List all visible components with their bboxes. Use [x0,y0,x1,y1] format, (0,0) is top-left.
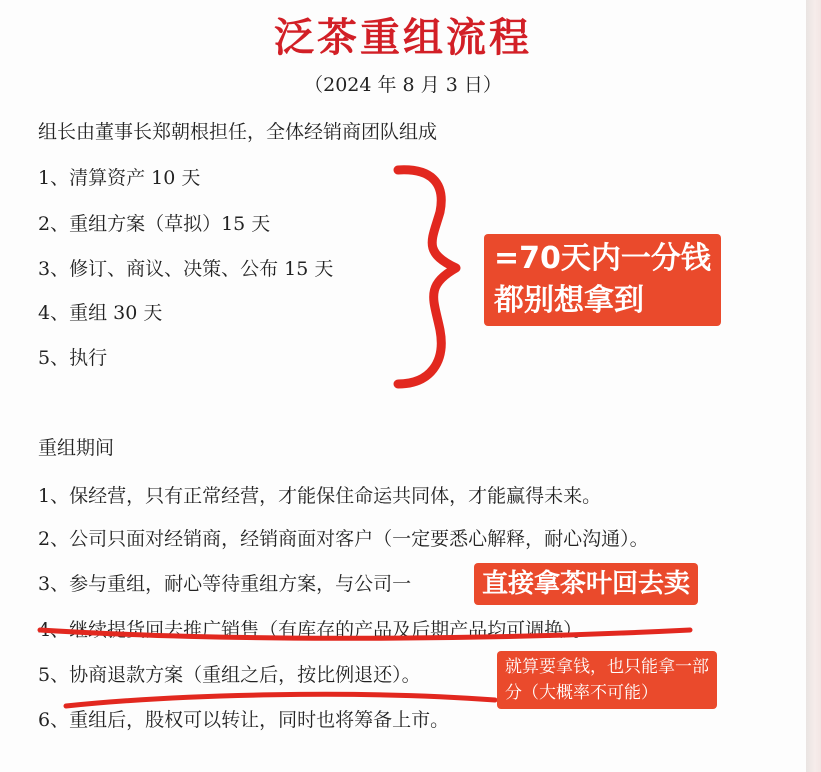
period-item-6: 6、重组后，股权可以转让，同时也将筹备上市。 [38,709,450,731]
period-item-4: 4、继续提货回去推广销售（有库存的产品及后期产品均可调换）。 [38,619,592,641]
underline-item-4 [40,630,690,638]
curly-brace-mark [398,170,456,384]
annotation-70-days [484,234,721,326]
annotation-partial-refund-line2: 分（大概率不可能） [505,683,658,703]
annotation-partial-refund [497,651,717,709]
annotation-70-days-line2: 都别想拿到 [494,283,644,318]
period-heading: 重组期间 [38,437,115,459]
step-3: 3、修订、商议、决策、公布 15 天 [38,258,334,280]
intro-text: 组长由董事长郑朝根担任，全体经销商团队组成 [38,121,438,143]
step-4: 4、重组 30 天 [38,302,163,324]
doc-title: 泛茶重组流程 [274,14,532,61]
doc-date: （2024 年 8 月 3 日） [304,74,502,96]
period-item-3: 3、参与重组，耐心等待重组方案，与公司一 [38,573,412,595]
period-item-5: 5、协商退款方案（重组之后，按比例退还）。 [38,664,421,686]
underline-item-5 [66,694,495,706]
annotation-take-tea: 直接拿茶叶回去卖 [474,563,698,605]
period-item-2: 2、公司只面对经销商，经销商面对客户（一定要悉心解释，耐心沟通）。 [38,528,649,550]
step-5: 5、执行 [38,347,108,369]
step-1: 1、清算资产 10 天 [38,167,201,189]
annotation-70-days-line1: =70天内一分钱 [494,241,711,276]
period-item-1: 1、保经营，只有正常经营，才能保住命运共同体，才能赢得未来。 [38,485,602,507]
step-2: 2、重组方案（草拟）15 天 [38,213,271,235]
annotation-partial-refund-line1: 就算要拿钱，也只能拿一部 [505,657,709,677]
